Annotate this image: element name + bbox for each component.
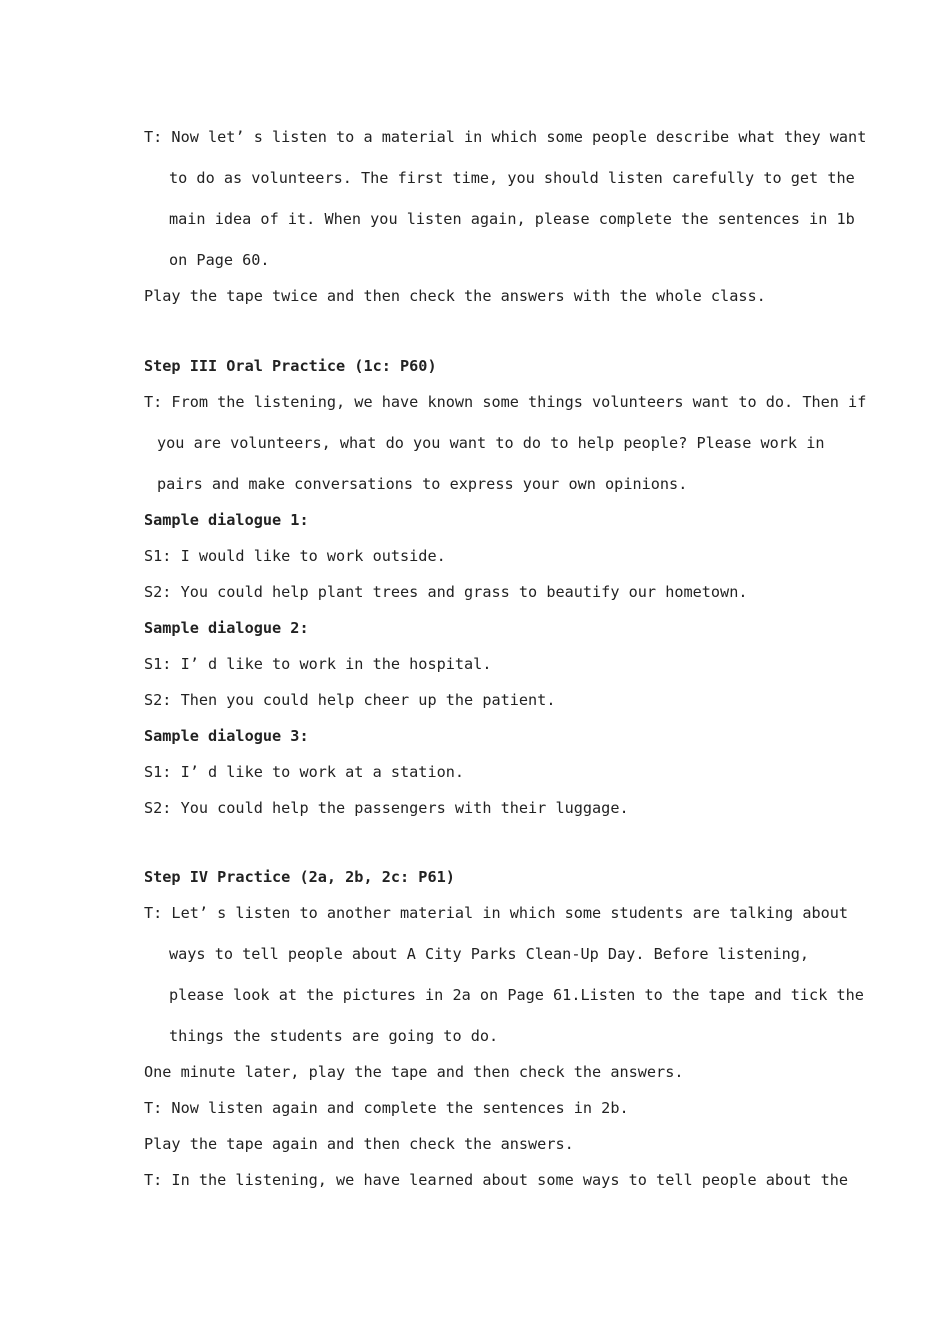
teacher-line: to do as volunteers. The first time, you should listen carefully to get the — [169, 169, 855, 187]
dialogue-line: S2: You could help plant trees and grass to beautify our hometown. — [144, 583, 748, 601]
dialogue-line: S1: I would like to work outside. — [144, 547, 446, 565]
dialogue-line: S2: You could help the passengers with their luggage. — [144, 799, 629, 817]
teacher-line: pairs and make conversations to express your own opinions. — [157, 475, 688, 493]
dialogue-line: S1: I’ d like to work in the hospital. — [144, 655, 492, 673]
dialogue-line: S2: Then you could help cheer up the patient. — [144, 691, 556, 709]
teacher-line: main idea of it. When you listen again, please complete the sentences in 1b — [169, 210, 855, 228]
step-heading: Step III Oral Practice (1c: P60) — [144, 357, 437, 375]
step-heading: Step IV Practice (2a, 2b, 2c: P61) — [144, 868, 455, 886]
dialogue-title: Sample dialogue 1: — [144, 511, 309, 529]
instruction-line: Play the tape again and then check the answers. — [144, 1135, 574, 1153]
teacher-line: T: In the listening, we have learned about some ways to tell people about the — [144, 1171, 849, 1189]
teacher-line: you are volunteers, what do you want to do to help people? Please work in — [157, 434, 825, 452]
teacher-line: things the students are going to do. — [169, 1027, 499, 1045]
teacher-line: on Page 60. — [169, 251, 270, 269]
dialogue-line: S1: I’ d like to work at a station. — [144, 763, 465, 781]
dialogue-title: Sample dialogue 3: — [144, 727, 309, 745]
teacher-line: T: From the listening, we have known some things volunteers want to do. Then if — [144, 393, 867, 411]
teacher-line: T: Now let’ s listen to a material in which some people describe what they want — [144, 128, 867, 146]
teacher-line: please look at the pictures in 2a on Page 61.Listen to the tape and tick the — [169, 986, 864, 1004]
teacher-line: T: Now listen again and complete the sentences in 2b. — [144, 1099, 629, 1117]
instruction-line: Play the tape twice and then check the answers with the whole class. — [144, 287, 766, 305]
teacher-line: ways to tell people about A City Parks Clean-Up Day. Before listening, — [169, 945, 810, 963]
instruction-line: One minute later, play the tape and then check the answers. — [144, 1063, 684, 1081]
dialogue-title: Sample dialogue 2: — [144, 619, 309, 637]
teacher-line: T: Let’ s listen to another material in which some students are talking about — [144, 904, 849, 922]
